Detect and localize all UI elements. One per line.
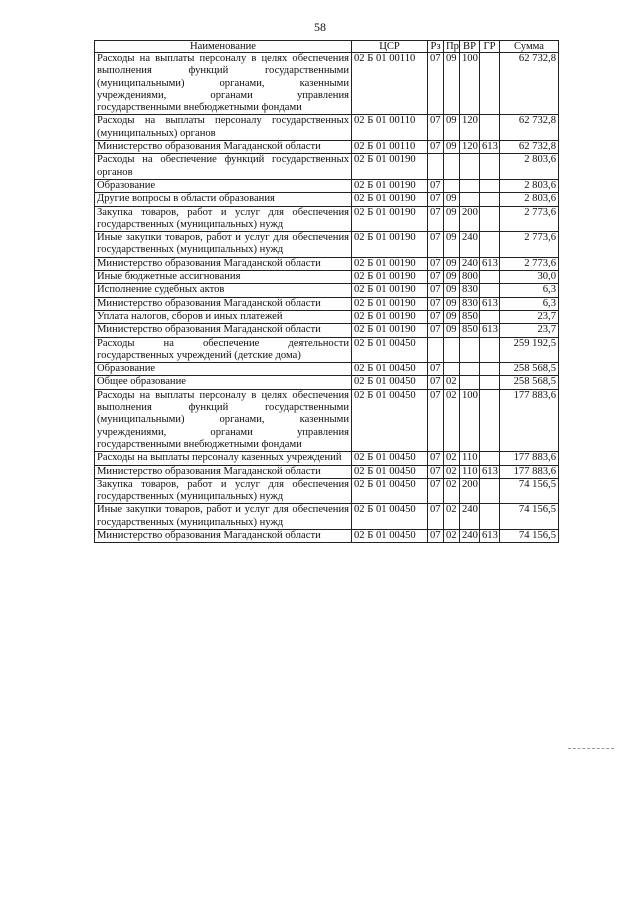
cell-gr — [480, 154, 500, 180]
cell-csr: 02 Б 01 00190 — [352, 271, 428, 284]
cell-vr: 850 — [460, 324, 480, 337]
cell-sum: 74 156,5 — [500, 529, 559, 542]
cell-name: Расходы на выплаты персоналу в целях обеспечения выполнения функций государственными (муниципальными) органами, казенными учреждениями, органами управления государственными внебюджетными фондами — [95, 53, 352, 115]
cell-name: Общее образование — [95, 376, 352, 389]
cell-csr: 02 Б 01 00110 — [352, 53, 428, 115]
table-row — [95, 310, 559, 323]
cell-name: Уплата налогов, сборов и иных платежей — [95, 310, 352, 323]
header-pr: Пр — [444, 41, 460, 53]
cell-pr: 02 — [444, 504, 460, 530]
table-row — [95, 115, 559, 141]
cell-vr — [460, 337, 480, 363]
cell-name: Расходы на выплаты персоналу в целях обеспечения выполнения функций государственными (муниципальными) органами, казенными учреждениями, органами управления государственными внебюджетными фондами — [95, 389, 352, 451]
table-row — [95, 376, 559, 389]
cell-sum: 6,3 — [500, 284, 559, 297]
cell-vr: 200 — [460, 206, 480, 232]
table-row — [95, 478, 559, 504]
cell-vr: 100 — [460, 53, 480, 115]
cell-csr: 02 Б 01 00190 — [352, 324, 428, 337]
cell-vr: 240 — [460, 529, 480, 542]
cell-sum: 2 773,6 — [500, 257, 559, 270]
cell-vr: 110 — [460, 452, 480, 465]
cell-sum: 259 192,5 — [500, 337, 559, 363]
cell-csr: 02 Б 01 00450 — [352, 376, 428, 389]
cell-name: Иные бюджетные ассигнования — [95, 271, 352, 284]
cell-sum: 74 156,5 — [500, 504, 559, 530]
cell-rz: 07 — [428, 452, 444, 465]
cell-sum: 177 883,6 — [500, 465, 559, 478]
cell-gr — [480, 363, 500, 376]
cell-name: Исполнение судебных актов — [95, 284, 352, 297]
cell-vr: 800 — [460, 271, 480, 284]
cell-gr — [480, 193, 500, 206]
cell-name: Министерство образования Магаданской области — [95, 465, 352, 478]
cell-sum: 2 803,6 — [500, 179, 559, 192]
cell-gr — [480, 284, 500, 297]
cell-pr: 09 — [444, 115, 460, 141]
table-row — [95, 154, 559, 180]
cell-pr: 09 — [444, 53, 460, 115]
cell-gr — [480, 206, 500, 232]
cell-pr: 02 — [444, 452, 460, 465]
cell-name: Министерство образования Магаданской области — [95, 257, 352, 270]
cell-name: Министерство образования Магаданской области — [95, 324, 352, 337]
table-row — [95, 529, 559, 542]
cell-rz: 07 — [428, 529, 444, 542]
cell-rz: 07 — [428, 376, 444, 389]
table-row — [95, 271, 559, 284]
cell-rz: 07 — [428, 284, 444, 297]
cell-vr: 110 — [460, 465, 480, 478]
cell-rz: 07 — [428, 232, 444, 258]
cell-rz: 07 — [428, 115, 444, 141]
cell-rz: 07 — [428, 271, 444, 284]
cell-sum: 177 883,6 — [500, 389, 559, 451]
cell-vr: 240 — [460, 504, 480, 530]
cell-vr: 200 — [460, 478, 480, 504]
cell-sum: 2 773,6 — [500, 232, 559, 258]
cell-sum: 23,7 — [500, 310, 559, 323]
cell-rz: 07 — [428, 363, 444, 376]
cell-name: Министерство образования Магаданской области — [95, 529, 352, 542]
cell-gr: 613 — [480, 297, 500, 310]
cell-sum: 258 568,5 — [500, 363, 559, 376]
table-row — [95, 257, 559, 270]
cell-rz: 07 — [428, 193, 444, 206]
cell-name: Министерство образования Магаданской области — [95, 297, 352, 310]
cell-sum: 23,7 — [500, 324, 559, 337]
cell-csr: 02 Б 01 00450 — [352, 389, 428, 451]
header-vr: ВР — [460, 41, 480, 53]
cell-name: Расходы на выплаты персоналу казенных учреждений — [95, 452, 352, 465]
cell-csr: 02 Б 01 00190 — [352, 284, 428, 297]
cell-rz: 07 — [428, 257, 444, 270]
cell-sum: 74 156,5 — [500, 478, 559, 504]
cell-sum: 62 732,8 — [500, 115, 559, 141]
cell-vr: 120 — [460, 141, 480, 154]
cell-csr: 02 Б 01 00450 — [352, 452, 428, 465]
cell-csr: 02 Б 01 00190 — [352, 310, 428, 323]
cell-csr: 02 Б 01 00190 — [352, 232, 428, 258]
cell-rz: 07 — [428, 141, 444, 154]
cell-vr: 240 — [460, 232, 480, 258]
cell-vr — [460, 179, 480, 192]
cell-name: Иные закупки товаров, работ и услуг для обеспечения государственных (муниципальных) нужд — [95, 232, 352, 258]
cell-gr: 613 — [480, 465, 500, 478]
cell-pr — [444, 337, 460, 363]
table-row — [95, 337, 559, 363]
cell-sum: 62 732,8 — [500, 141, 559, 154]
cell-pr — [444, 154, 460, 180]
cell-csr: 02 Б 01 00450 — [352, 529, 428, 542]
cell-gr: 613 — [480, 324, 500, 337]
cell-gr — [480, 310, 500, 323]
cell-pr: 02 — [444, 529, 460, 542]
cell-vr: 240 — [460, 257, 480, 270]
cell-pr: 09 — [444, 206, 460, 232]
cell-gr — [480, 53, 500, 115]
cell-rz: 07 — [428, 465, 444, 478]
cell-gr — [480, 179, 500, 192]
cell-pr: 02 — [444, 465, 460, 478]
cell-gr — [480, 232, 500, 258]
cell-gr — [480, 452, 500, 465]
cell-pr: 09 — [444, 232, 460, 258]
cell-rz: 07 — [428, 389, 444, 451]
cell-csr: 02 Б 01 00190 — [352, 297, 428, 310]
cell-rz: 07 — [428, 504, 444, 530]
cell-name: Закупка товаров, работ и услуг для обеспечения государственных (муниципальных) нужд — [95, 206, 352, 232]
cell-csr: 02 Б 01 00450 — [352, 465, 428, 478]
cell-name: Образование — [95, 363, 352, 376]
table-row — [95, 363, 559, 376]
cell-pr: 09 — [444, 141, 460, 154]
header-sum: Сумма — [500, 41, 559, 53]
cell-pr — [444, 179, 460, 192]
table-row — [95, 53, 559, 115]
cell-rz: 07 — [428, 324, 444, 337]
cell-sum: 6,3 — [500, 297, 559, 310]
cell-csr: 02 Б 01 00190 — [352, 193, 428, 206]
cell-gr — [480, 115, 500, 141]
header-csr: ЦСР — [352, 41, 428, 53]
budget-table — [94, 40, 559, 543]
cell-vr: 850 — [460, 310, 480, 323]
header-row — [95, 41, 559, 53]
cell-name: Расходы на выплаты персоналу государственных (муниципальных) органов — [95, 115, 352, 141]
cell-csr: 02 Б 01 00450 — [352, 337, 428, 363]
cell-pr: 09 — [444, 324, 460, 337]
cell-gr: 613 — [480, 141, 500, 154]
cell-rz: 07 — [428, 179, 444, 192]
cell-pr: 09 — [444, 271, 460, 284]
cell-gr — [480, 376, 500, 389]
cell-name: Иные закупки товаров, работ и услуг для обеспечения государственных (муниципальных) нужд — [95, 504, 352, 530]
cell-name: Другие вопросы в области образования — [95, 193, 352, 206]
cell-sum: 2 773,6 — [500, 206, 559, 232]
cell-name: Образование — [95, 179, 352, 192]
cell-csr: 02 Б 01 00110 — [352, 141, 428, 154]
cell-gr — [480, 389, 500, 451]
table-body — [95, 53, 559, 543]
cell-csr: 02 Б 01 00190 — [352, 154, 428, 180]
cell-rz: 07 — [428, 297, 444, 310]
table-row — [95, 465, 559, 478]
table-header — [95, 41, 559, 53]
table-row — [95, 297, 559, 310]
cell-pr: 09 — [444, 284, 460, 297]
table-row — [95, 504, 559, 530]
cell-gr — [480, 504, 500, 530]
cell-vr: 100 — [460, 389, 480, 451]
cell-pr: 02 — [444, 478, 460, 504]
cell-sum: 30,0 — [500, 271, 559, 284]
cell-name: Расходы на обеспечение деятельности государственных учреждений (детские дома) — [95, 337, 352, 363]
cell-vr: 830 — [460, 284, 480, 297]
cell-pr: 02 — [444, 376, 460, 389]
cell-csr: 02 Б 01 00190 — [352, 179, 428, 192]
cell-vr: 830 — [460, 297, 480, 310]
scan-artifact-line — [568, 748, 614, 749]
cell-sum: 2 803,6 — [500, 154, 559, 180]
table-row — [95, 232, 559, 258]
cell-gr: 613 — [480, 257, 500, 270]
cell-rz — [428, 154, 444, 180]
table-row — [95, 452, 559, 465]
cell-vr: 120 — [460, 115, 480, 141]
cell-csr: 02 Б 01 00450 — [352, 478, 428, 504]
cell-sum: 258 568,5 — [500, 376, 559, 389]
cell-pr: 02 — [444, 389, 460, 451]
cell-pr: 09 — [444, 310, 460, 323]
table-row — [95, 141, 559, 154]
cell-sum: 177 883,6 — [500, 452, 559, 465]
header-rz: Рз — [428, 41, 444, 53]
page-number: 58 — [314, 20, 326, 34]
cell-vr — [460, 363, 480, 376]
cell-name: Министерство образования Магаданской области — [95, 141, 352, 154]
cell-name: Расходы на обеспечение функций государственных органов — [95, 154, 352, 180]
cell-csr: 02 Б 01 00190 — [352, 206, 428, 232]
table-row — [95, 324, 559, 337]
table-row — [95, 284, 559, 297]
cell-csr: 02 Б 01 00450 — [352, 363, 428, 376]
cell-pr: 09 — [444, 297, 460, 310]
cell-rz: 07 — [428, 206, 444, 232]
cell-rz: 07 — [428, 310, 444, 323]
header-gr: ГР — [480, 41, 500, 53]
cell-gr — [480, 337, 500, 363]
header-name: Наименование — [95, 41, 352, 53]
cell-gr — [480, 478, 500, 504]
cell-vr — [460, 376, 480, 389]
cell-csr: 02 Б 01 00110 — [352, 115, 428, 141]
cell-sum: 62 732,8 — [500, 53, 559, 115]
cell-pr — [444, 363, 460, 376]
table-row — [95, 389, 559, 451]
cell-pr: 09 — [444, 193, 460, 206]
cell-rz: 07 — [428, 478, 444, 504]
cell-sum: 2 803,6 — [500, 193, 559, 206]
cell-vr — [460, 193, 480, 206]
cell-pr: 09 — [444, 257, 460, 270]
table-row — [95, 179, 559, 192]
cell-csr: 02 Б 01 00190 — [352, 257, 428, 270]
table-row — [95, 206, 559, 232]
cell-rz: 07 — [428, 53, 444, 115]
cell-csr: 02 Б 01 00450 — [352, 504, 428, 530]
cell-gr — [480, 271, 500, 284]
cell-gr: 613 — [480, 529, 500, 542]
cell-rz — [428, 337, 444, 363]
cell-vr — [460, 154, 480, 180]
table-row — [95, 193, 559, 206]
cell-name: Закупка товаров, работ и услуг для обеспечения государственных (муниципальных) нужд — [95, 478, 352, 504]
